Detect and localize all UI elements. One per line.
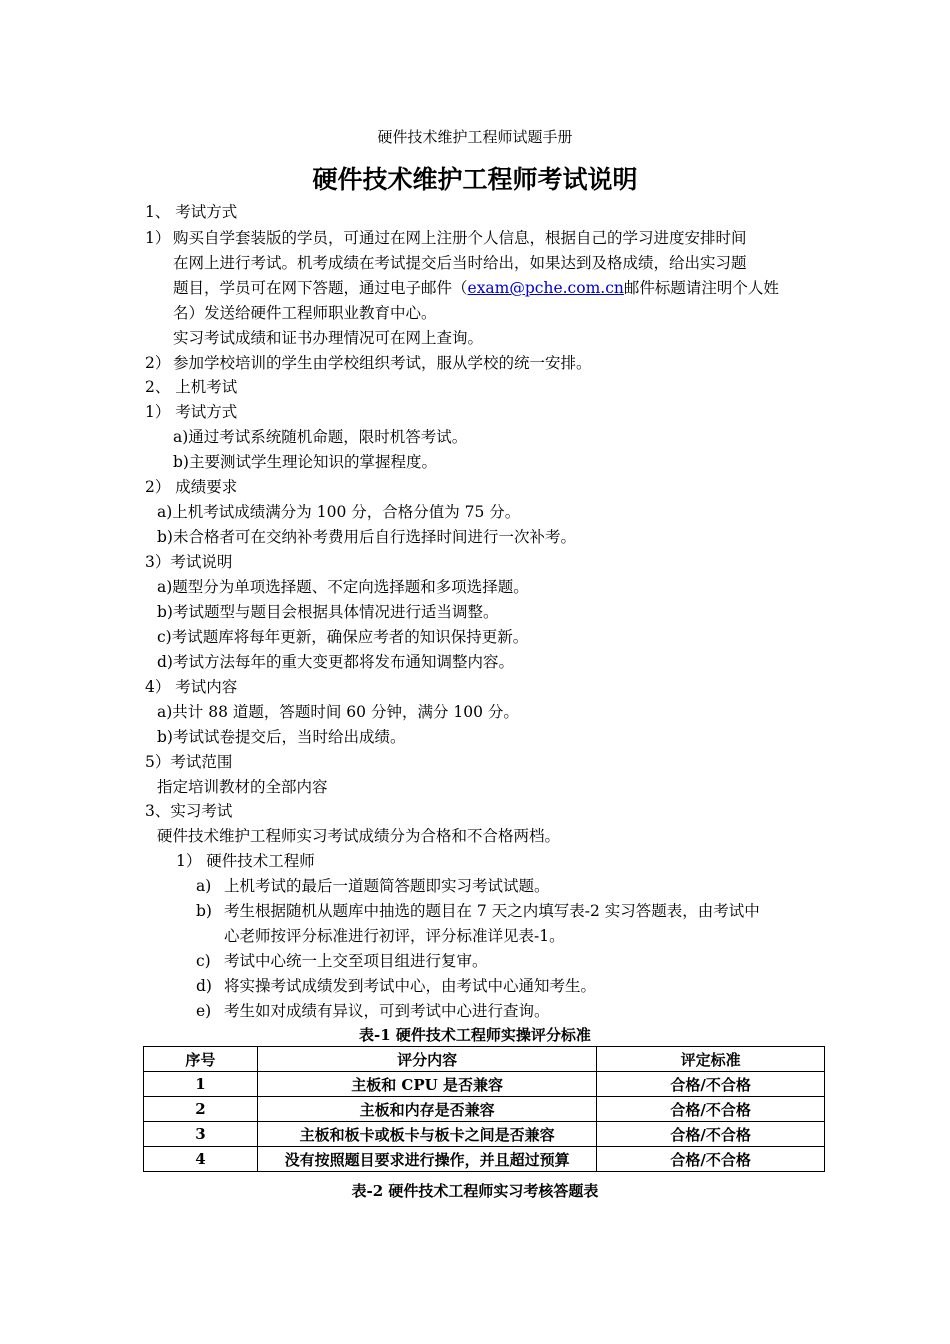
section-1-heading: 1、 考试方式	[145, 203, 238, 221]
list-item: b)未合格者可在交纳补考费用后自行选择时间进行一次补考。	[157, 528, 576, 546]
table-cell: 3	[144, 1122, 258, 1147]
section-2-heading: 2、 上机考试	[145, 378, 238, 396]
paragraph-line: 硬件技术维护工程师实习考试成绩分为合格和不合格两档。	[157, 827, 561, 845]
list-marker: a)	[196, 877, 212, 895]
list-item: 上机考试的最后一道题简答题即实习考试试题。	[224, 877, 550, 895]
column-header: 序号	[144, 1047, 258, 1072]
table-row	[144, 1122, 825, 1147]
table-row	[144, 1097, 825, 1122]
list-item: 考生如对成绩有异议，可到考试中心进行查询。	[224, 1002, 550, 1020]
table-cell: 合格/不合格	[597, 1072, 825, 1097]
table-2-caption: 表-2 硬件技术工程师实习考核答题表	[351, 1182, 599, 1200]
paragraph-line: 购买自学套装版的学员，可通过在网上注册个人信息，根据自己的学习进度安排时间	[173, 229, 747, 247]
subsection-heading: 2） 成绩要求	[145, 478, 238, 496]
list-item: a)通过考试系统随机命题，限时机答考试。	[173, 428, 468, 446]
table-cell: 合格/不合格	[597, 1122, 825, 1147]
list-item-continued: 心老师按评分标准进行初评，评分标准详见表-1。	[224, 927, 565, 945]
subsection-heading: 1） 考试方式	[145, 403, 238, 421]
table-row	[144, 1072, 825, 1097]
list-item: 将实操考试成绩发到考试中心，由考试中心通知考生。	[224, 977, 597, 995]
table-row	[144, 1147, 825, 1172]
list-item: b)考试试卷提交后，当时给出成绩。	[157, 728, 406, 746]
table-cell: 2	[144, 1097, 258, 1122]
item-number: 1）	[145, 229, 171, 247]
scoring-table	[143, 1046, 825, 1172]
table-cell: 合格/不合格	[597, 1147, 825, 1172]
column-header: 评定标准	[597, 1047, 825, 1072]
list-item: a)题型分为单项选择题、不定向选择题和多项选择题。	[157, 578, 529, 596]
table-cell: 1	[144, 1072, 258, 1097]
list-item: b)考试题型与题目会根据具体情况进行适当调整。	[157, 603, 499, 621]
list-item: a)共计 88 道题，答题时间 60 分钟，满分 100 分。	[157, 703, 519, 721]
list-marker: c)	[196, 952, 211, 970]
page-header: 硬件技术维护工程师试题手册	[377, 128, 573, 146]
email-link[interactable]: exam@pche.com.cn	[467, 279, 624, 297]
list-item: a)上机考试成绩满分为 100 分，合格分值为 75 分。	[157, 503, 521, 521]
paragraph-line: 实习考试成绩和证书办理情况可在网上查询。	[173, 329, 484, 347]
paragraph-text: 邮件标题请注明个人姓	[623, 279, 779, 297]
subsection-heading: 4） 考试内容	[145, 678, 238, 696]
list-item: 考试中心统一上交至项目组进行复审。	[224, 952, 488, 970]
table-1-caption: 表-1 硬件技术工程师实操评分标准	[359, 1026, 591, 1044]
paragraph-text: 题目，学员可在网下答题，通过电子邮件（	[173, 279, 468, 297]
table-cell: 合格/不合格	[597, 1097, 825, 1122]
table-cell: 没有按照题目要求进行操作，并且超过预算	[257, 1147, 597, 1172]
section-3-heading: 3、实习考试	[145, 802, 233, 820]
list-item: b)主要测试学生理论知识的掌握程度。	[173, 453, 437, 471]
list-item: d)考试方法每年的重大变更都将发布通知调整内容。	[157, 653, 514, 671]
paragraph-line: 在网上进行考试。机考成绩在考试提交后当时给出，如果达到及格成绩，给出实习题	[173, 254, 747, 272]
paragraph-line: 参加学校培训的学生由学校组织考试，服从学校的统一安排。	[173, 354, 592, 372]
list-item: c)考试题库将每年更新，确保应考者的知识保持更新。	[157, 628, 529, 646]
table-cell: 主板和内存是否兼容	[257, 1097, 597, 1122]
subsection-heading: 3）考试说明	[145, 553, 233, 571]
paragraph-line: 名）发送给硬件工程师职业教育中心。	[173, 304, 437, 322]
list-marker: d)	[196, 977, 212, 995]
list-item: 指定培训教材的全部内容	[157, 778, 328, 796]
column-header: 评分内容	[257, 1047, 597, 1072]
table-header-row	[144, 1047, 825, 1072]
list-item: 考生根据随机从题库中抽选的题目在 7 天之内填写表-2 实习答题表，由考试中	[224, 902, 760, 920]
subsection-heading: 1） 硬件技术工程师	[176, 852, 315, 870]
table-cell: 4	[144, 1147, 258, 1172]
list-marker: e)	[196, 1002, 212, 1020]
paragraph-line-with-email	[173, 278, 779, 298]
list-marker: b)	[196, 902, 212, 920]
table-cell: 主板和板卡或板卡与板卡之间是否兼容	[257, 1122, 597, 1147]
subsection-heading: 5）考试范围	[145, 753, 233, 771]
item-number: 2）	[145, 354, 171, 372]
page-title: 硬件技术维护工程师考试说明	[312, 165, 638, 194]
table-cell: 主板和 CPU 是否兼容	[257, 1072, 597, 1097]
